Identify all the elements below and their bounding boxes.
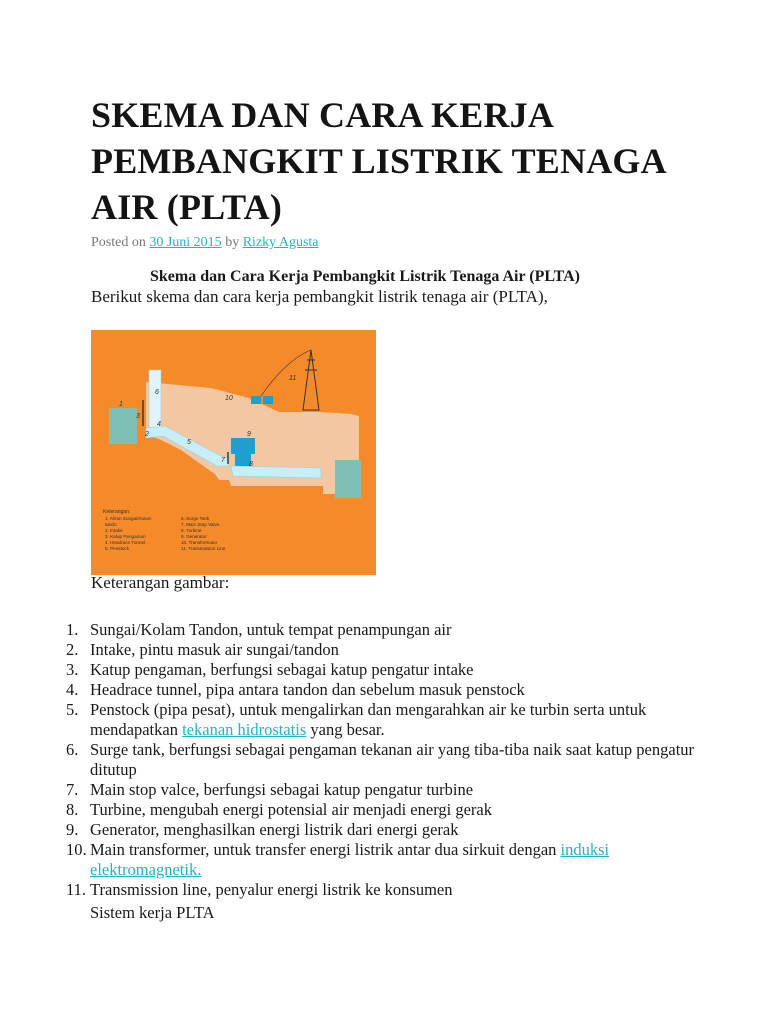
transformer-shape: [251, 396, 261, 404]
plta-diagram: [91, 330, 376, 575]
list-item: [66, 660, 706, 680]
list-item: [66, 820, 706, 840]
diagram-number: 2: [145, 431, 149, 438]
list-item: [66, 780, 706, 800]
plta-diagram-svg: [91, 330, 376, 575]
list-number: 7.: [66, 780, 79, 799]
list-text: Main transformer, untuk transfer energi listrik antar dua sirkuit dengan: [90, 840, 561, 859]
by-label: by: [225, 235, 240, 250]
diagram-number: 6: [155, 389, 159, 396]
list-text: Turbine, mengubah energi potensial air menjadi energi gerak: [90, 800, 493, 819]
list-number: 5.: [66, 700, 79, 719]
legend-item: 6. Surge Tank: [181, 516, 210, 521]
intro-paragraph: Berikut skema dan cara kerja pembangkit listrik tenaga air (PLTA),: [91, 287, 548, 306]
list-number: 1.: [66, 620, 79, 639]
legend-item: 8. Turbine: [181, 528, 202, 533]
diagram-number: 8: [249, 461, 253, 468]
tekanan-hidrostatis-link[interactable]: tekanan hidrostatis: [182, 720, 307, 739]
post-date-link[interactable]: 30 Juni 2015: [149, 235, 222, 250]
diagram-number: 1: [119, 401, 123, 408]
legend-item: 1. Aliran Sungai/Kolam: [105, 516, 152, 521]
list-item: [66, 800, 706, 820]
list-text: Sungai/Kolam Tandon, untuk tempat penampungan air: [90, 620, 452, 639]
list-number: 2.: [66, 640, 79, 659]
induksi-elektromagnetik-link[interactable]: induksi elektromagnetik.: [90, 840, 610, 879]
list-item: [66, 840, 706, 880]
diagram-number: 11: [289, 375, 297, 382]
list-text: Generator, menghasilkan energi listrik dari energi gerak: [90, 820, 459, 839]
tailrace-grid: [335, 460, 361, 498]
list-text-after: yang besar.: [306, 720, 385, 739]
list-number: 10.: [66, 840, 87, 859]
list-item: [66, 620, 706, 640]
list-item: [66, 700, 706, 740]
diagram-number: 7: [221, 457, 225, 464]
transformer-shape-2: [263, 396, 273, 404]
diagram-number: 9: [247, 431, 251, 438]
reservoir-grid: [109, 408, 137, 444]
list-item: [66, 880, 706, 900]
list-number: 9.: [66, 820, 79, 839]
tailrace-channel: [231, 466, 321, 478]
legend-heading: Keterangan:: [103, 509, 131, 515]
list-text: Transmission line, penyalur energi listrik ke konsumen: [90, 880, 453, 899]
list-number: 8.: [66, 800, 79, 819]
post-meta: [91, 235, 319, 251]
list-item: [66, 640, 706, 660]
list-item: [66, 740, 706, 780]
diagram-number: 4: [157, 421, 161, 428]
list-number: 6.: [66, 740, 79, 759]
list-number: 4.: [66, 680, 79, 699]
article-subtitle: Skema dan Cara Kerja Pembangkit Listrik Tenaga Air (PLTA): [150, 268, 580, 285]
legend-item: 11. Transmission Line: [181, 546, 226, 551]
posted-on-label: Posted on: [91, 235, 146, 250]
author-link[interactable]: Rizky Agusta: [242, 235, 319, 250]
section-heading-sistem-kerja: Sistem kerja PLTA: [90, 903, 215, 922]
legend-item: 5. Penstock: [105, 546, 130, 551]
legend-item: 4. Headrace Tunnel: [105, 540, 146, 545]
legend-item: 3. Katup Pengaman: [105, 534, 146, 539]
diagram-number: 10: [225, 395, 233, 402]
legend-item: tando: [105, 522, 117, 527]
article-title: SKEMA DAN CARA KERJA PEMBANGKIT LISTRIK TENAGA AIR (PLTA): [91, 95, 665, 227]
legend-item: 2. Intake: [105, 528, 123, 533]
generator-shape: [231, 438, 255, 454]
figure-caption: Keterangan gambar:: [91, 573, 230, 592]
list-text: Main stop valce, berfungsi sebagai katup pengatur turbine: [90, 780, 474, 799]
list-text: Intake, pintu masuk air sungai/tandon: [90, 640, 339, 659]
list-number: 11.: [66, 880, 87, 899]
diagram-number: 3: [136, 413, 140, 420]
legend-item: 7. Main Stop Valve: [181, 522, 220, 527]
legend-item: 10. Transformator: [181, 540, 218, 545]
diagram-number: 5: [187, 439, 191, 446]
list-number: 3.: [66, 660, 79, 679]
list-text: Katup pengaman, berfungsi sebagai katup pengatur intake: [90, 660, 474, 679]
list-text: Penstock (pipa pesat), untuk mengalirkan dan mengarahkan air ke turbin serta untuk mendapatkan: [90, 700, 647, 739]
list-text: Surge tank, berfungsi sebagai pengaman tekanan air yang tiba-tiba naik saat katup pengatur ditutup: [90, 740, 695, 779]
legend-item: 9. Generator: [181, 534, 207, 539]
list-text: Headrace tunnel, pipa antara tandon dan sebelum masuk penstock: [90, 680, 525, 699]
list-item: [66, 680, 706, 700]
legend-list: [66, 620, 706, 900]
